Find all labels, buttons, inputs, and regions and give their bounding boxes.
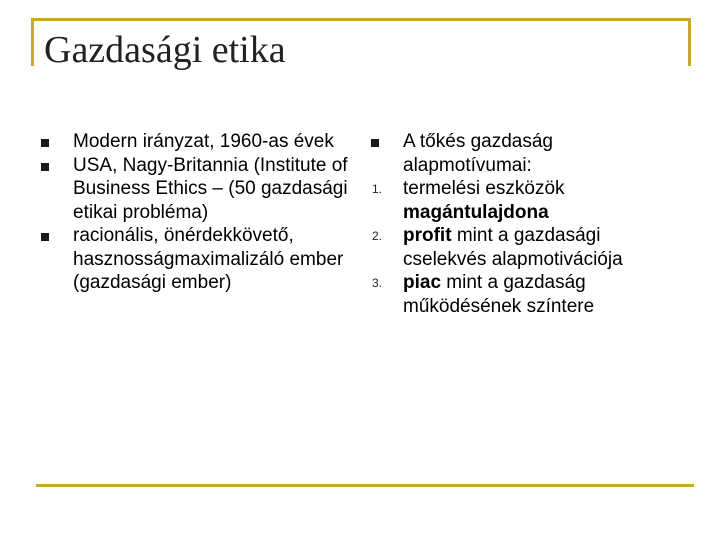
right-bullet-list	[368, 130, 678, 177]
list-item-text: Modern irányzat, 1960-as évek	[73, 131, 334, 152]
frame-bottom-line	[36, 484, 694, 487]
item-rest-text: mint a gazdaság működésének színtere	[403, 272, 595, 317]
list-item-text: A tőkés gazdaság alapmotívumai:	[403, 131, 553, 176]
list-item-text: racionális, önérdekkövető, hasznosságmaximalizáló ember (gazdasági ember)	[73, 225, 344, 293]
item-bold-text: piac	[403, 272, 442, 293]
item-bold-text: magántulajdona	[403, 201, 549, 223]
list-item	[368, 130, 678, 177]
item-rest-text: mint a gazdasági cselekvés alapmotivációja	[403, 225, 623, 270]
slide-title: Gazdasági etika	[44, 29, 286, 71]
item-number: 2.	[372, 229, 383, 243]
square-bullet-icon	[41, 233, 49, 241]
list-item	[38, 130, 358, 154]
frame-right-line	[688, 18, 691, 66]
item-number: 3.	[372, 276, 383, 290]
square-bullet-icon	[371, 139, 379, 147]
list-item-text: USA, Nagy-Britannia (Institute of Business Ethics – (50 gazdasági etikai probléma)	[73, 154, 348, 223]
frame-top-line	[31, 18, 691, 21]
numbered-item	[368, 224, 678, 271]
left-bullet-list	[38, 130, 358, 295]
list-item	[38, 154, 358, 225]
item-bold-text: profit	[403, 225, 452, 246]
list-item	[38, 224, 358, 295]
numbered-item	[368, 271, 678, 318]
frame-left-line	[31, 18, 34, 66]
left-column	[38, 130, 358, 295]
right-column	[368, 130, 678, 318]
square-bullet-icon	[41, 163, 49, 171]
item-text: termelési eszközök	[403, 178, 565, 199]
numbered-list	[368, 177, 678, 318]
numbered-item	[368, 177, 678, 224]
square-bullet-icon	[41, 139, 49, 147]
item-number: 1.	[372, 182, 383, 196]
